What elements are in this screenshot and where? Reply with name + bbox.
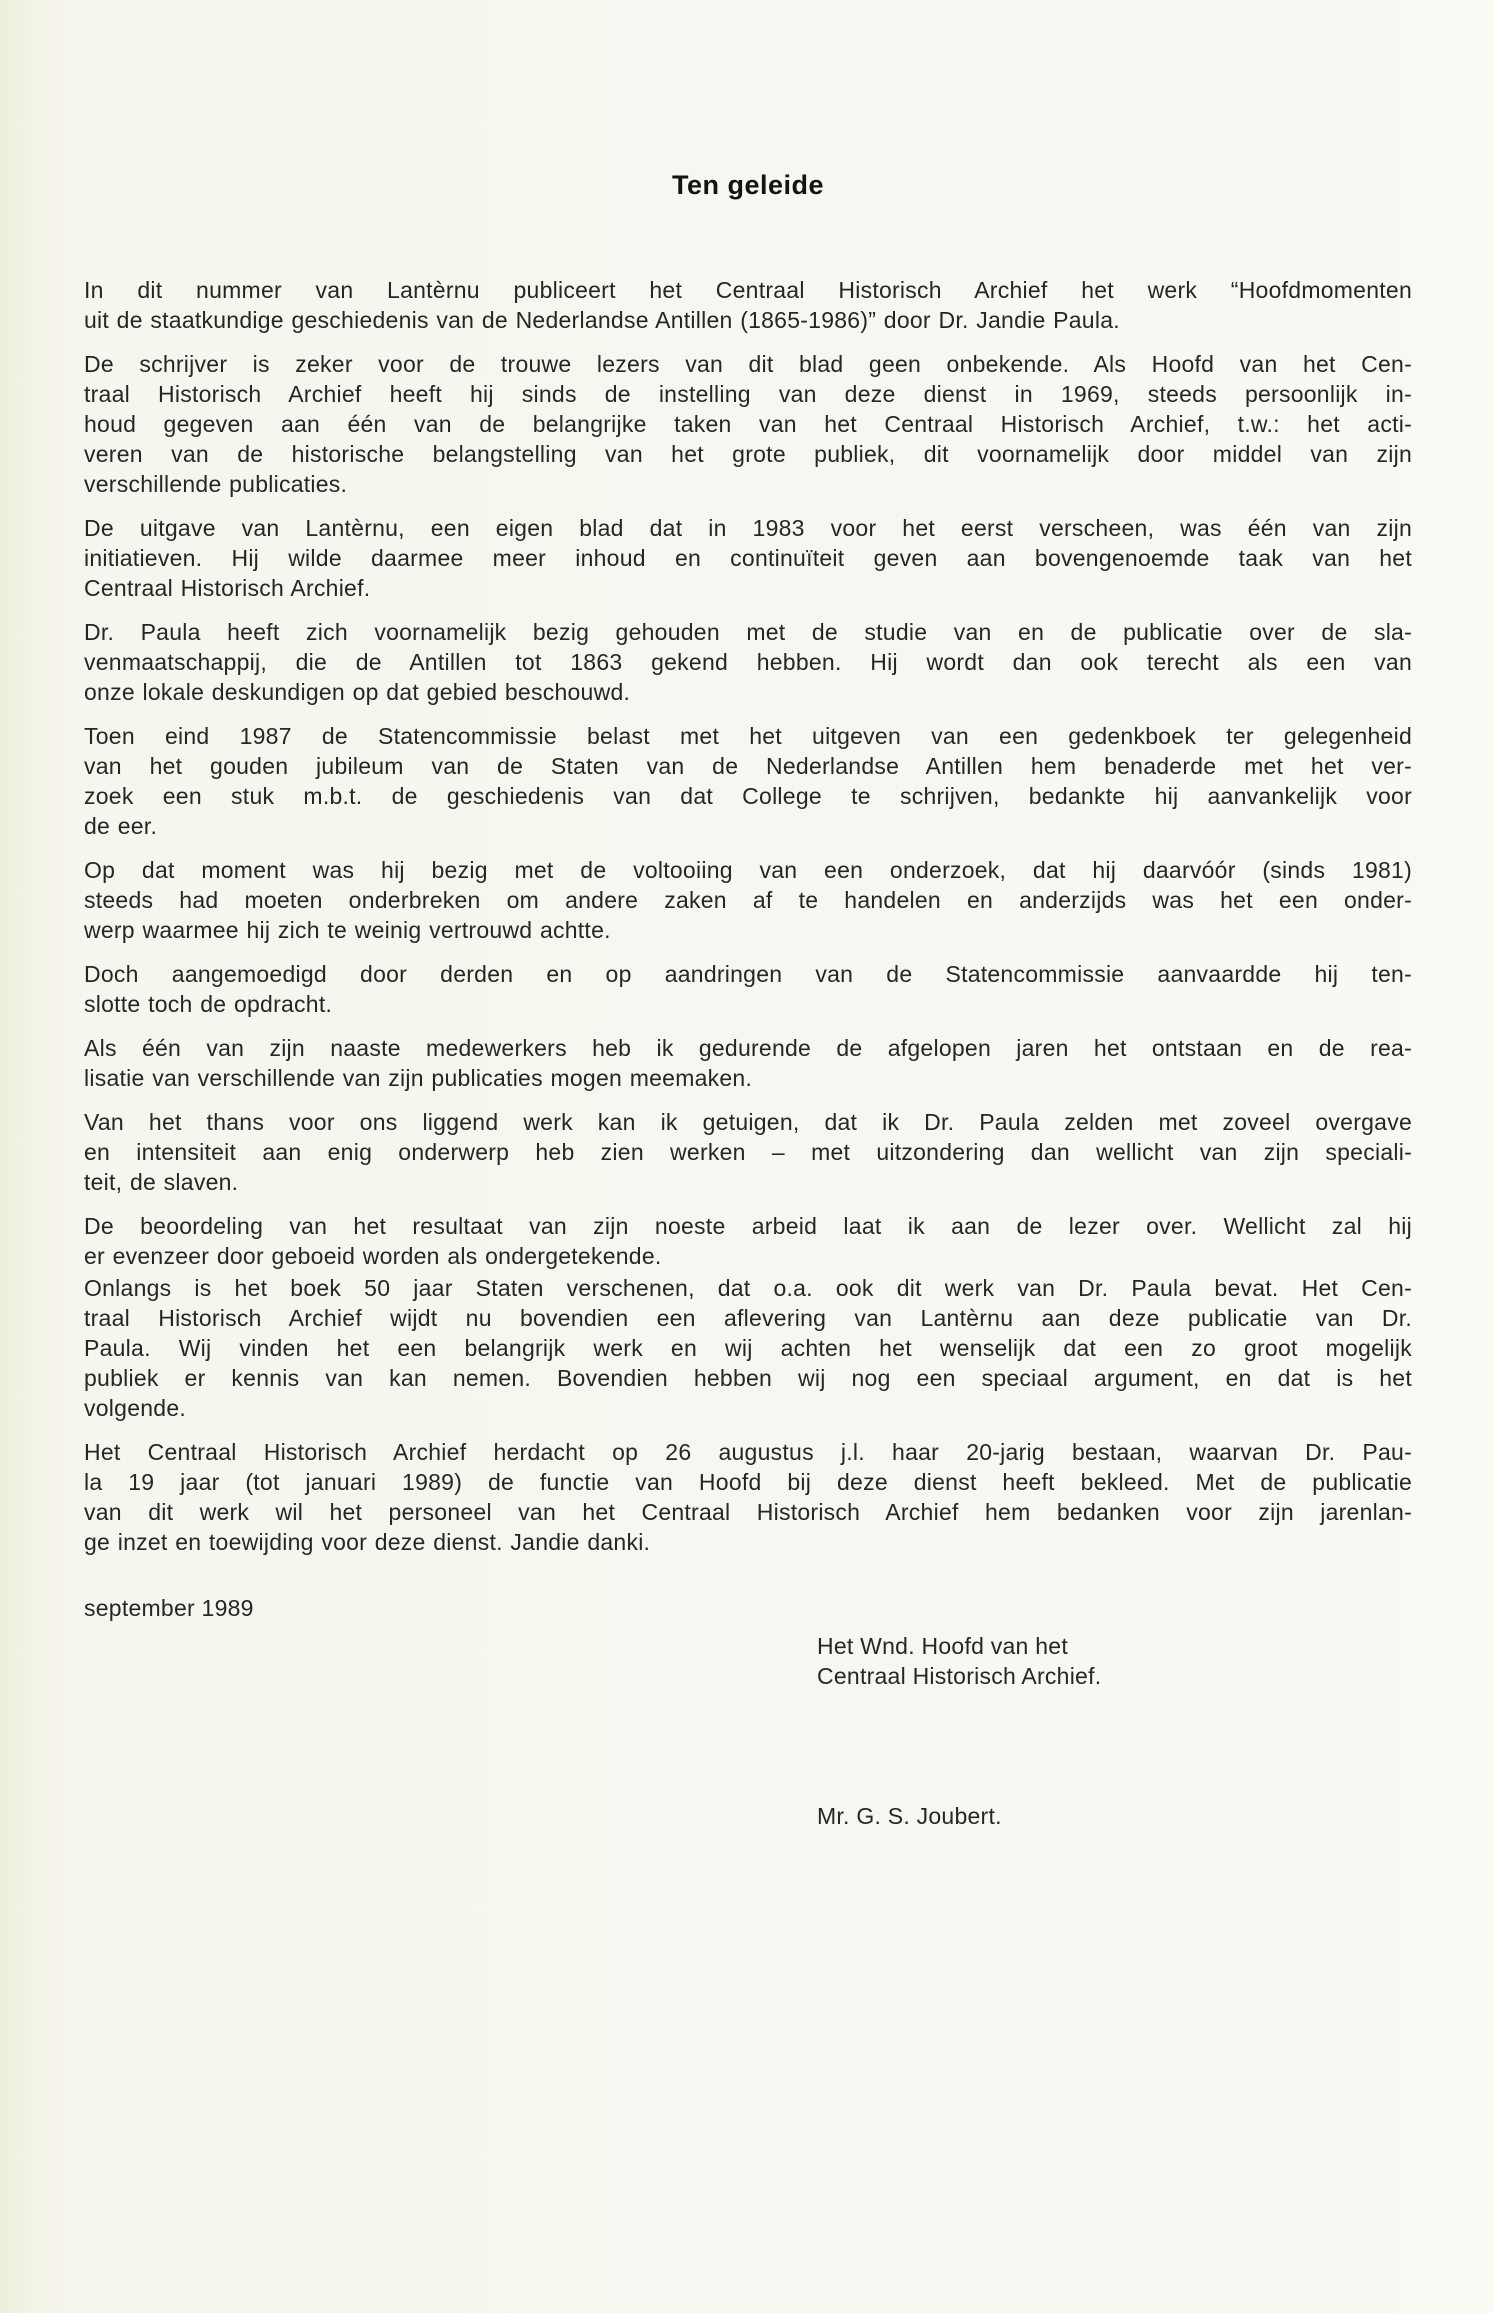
paragraph-7 xyxy=(84,959,1412,1019)
signer-name: Mr. G. S. Joubert. xyxy=(817,1803,1002,1829)
text-line: teit, de slaven. xyxy=(84,1169,239,1195)
page-title: Ten geleide xyxy=(671,170,825,200)
text-line: veren van de historische belangstelling van het grote publiek, dit voornamelijk door middel van zijn xyxy=(84,441,1412,467)
text-line: initiatieven. Hij wilde daarmee meer inhoud en continuïteit geven aan bovengenoemde taak van het xyxy=(84,545,1412,571)
text-line: Het Wnd. Hoofd van het xyxy=(817,1633,1068,1659)
text-line: de eer. xyxy=(84,813,158,839)
text-line: steeds had moeten onderbreken om andere zaken af te handelen en anderzijds was het een onder- xyxy=(84,887,1412,913)
body-text xyxy=(84,275,1412,1557)
date-line: september 1989 xyxy=(84,1595,254,1621)
text-line: verschillende publicaties. xyxy=(84,471,348,497)
text-line: De uitgave van Lantèrnu, een eigen blad dat in 1983 voor het eerst verscheen, was één van zijn xyxy=(84,515,1412,541)
paragraph-4 xyxy=(84,617,1412,707)
text-line: en intensiteit aan enig onderwerp heb zien werken – met uitzondering dan wellicht van zijn speciali- xyxy=(84,1139,1412,1165)
text-line: la 19 jaar (tot januari 1989) de functie van Hoofd bij deze dienst heeft bekleed. Met de publicatie xyxy=(84,1469,1412,1495)
text-line: Op dat moment was hij bezig met de voltooiing van een onderzoek, dat hij daarvóór (sinds 1981) xyxy=(84,857,1412,883)
text-line: Centraal Historisch Archief. xyxy=(817,1663,1102,1689)
text-line: De schrijver is zeker voor de trouwe lezers van dit blad geen onbekende. Als Hoofd van het Cen- xyxy=(84,351,1412,377)
paragraph-9 xyxy=(84,1107,1412,1197)
text-line: werp waarmee hij zich te weinig vertrouwd achtte. xyxy=(84,917,611,943)
text-line: Dr. Paula heeft zich voornamelijk bezig gehouden met de studie van en de publicatie over de sla- xyxy=(84,619,1412,645)
paragraph-8 xyxy=(84,1033,1412,1093)
signature-role xyxy=(817,1631,1412,1691)
text-line: Doch aangemoedigd door derden en op aandringen van de Statencommissie aanvaardde hij ten- xyxy=(84,961,1412,987)
text-line: Paula. Wij vinden het een belangrijk werk en wij achten het wenselijk dat een zo groot mogelijk xyxy=(84,1335,1412,1361)
paragraph-1 xyxy=(84,275,1412,335)
text-line: De beoordeling van het resultaat van zijn noeste arbeid laat ik aan de lezer over. Wellicht zal hij xyxy=(84,1213,1412,1239)
text-line: houd gegeven aan één van de belangrijke taken van het Centraal Historisch Archief, t.w.: het acti- xyxy=(84,411,1412,437)
text-line: onze lokale deskundigen op dat gebied beschouwd. xyxy=(84,679,631,705)
text-line: Onlangs is het boek 50 jaar Staten verschenen, dat o.a. ook dit werk van Dr. Paula bevat. Het Cen- xyxy=(84,1275,1412,1301)
text-line: Toen eind 1987 de Statencommissie belast met het uitgeven van een gedenkboek ter gelegenheid xyxy=(84,723,1412,749)
closing-block xyxy=(84,1593,1412,1831)
paragraph-10 xyxy=(84,1211,1412,1271)
text-line: van het gouden jubileum van de Staten van de Nederlandse Antillen hem benaderde met het ver- xyxy=(84,753,1412,779)
paragraph-11 xyxy=(84,1273,1412,1423)
text-line: Als één van zijn naaste medewerkers heb ik gedurende de afgelopen jaren het ontstaan en de rea- xyxy=(84,1035,1412,1061)
paragraph-3 xyxy=(84,513,1412,603)
text-line: Van het thans voor ons liggend werk kan ik getuigen, dat ik Dr. Paula zelden met zoveel overgave xyxy=(84,1109,1412,1135)
paragraph-2 xyxy=(84,349,1412,499)
text-line: traal Historisch Archief wijdt nu bovendien een aflevering van Lantèrnu aan deze publicatie van Dr. xyxy=(84,1305,1412,1331)
paragraph-12 xyxy=(84,1437,1412,1557)
text-line: uit de staatkundige geschiedenis van de Nederlandse Antillen (1865-1986)” door Dr. Jandie Paula. xyxy=(84,307,1120,333)
text-line: zoek een stuk m.b.t. de geschiedenis van dat College te schrijven, bedankte hij aanvankelijk voor xyxy=(84,783,1412,809)
text-line: Centraal Historisch Archief. xyxy=(84,575,371,601)
text-line: ge inzet en toewijding voor deze dienst. Jandie danki. xyxy=(84,1529,651,1555)
text-line: Het Centraal Historisch Archief herdacht op 26 augustus j.l. haar 20-jarig bestaan, waarvan Dr. Pau- xyxy=(84,1439,1412,1465)
paragraph-6 xyxy=(84,855,1412,945)
text-line: publiek er kennis van kan nemen. Bovendien hebben wij nog een speciaal argument, en dat is het xyxy=(84,1365,1412,1391)
text-line: In dit nummer van Lantèrnu publiceert het Centraal Historisch Archief het werk “Hoofdmomenten xyxy=(84,277,1412,303)
text-line: volgende. xyxy=(84,1395,186,1421)
text-line: er evenzeer door geboeid worden als ondergetekende. xyxy=(84,1243,662,1269)
text-line: traal Historisch Archief heeft hij sinds de instelling van deze dienst in 1969, steeds persoonlijk in- xyxy=(84,381,1412,407)
paragraph-5 xyxy=(84,721,1412,841)
text-line: van dit werk wil het personeel van het Centraal Historisch Archief hem bedanken voor zijn jarenlan- xyxy=(84,1499,1412,1525)
text-line: lisatie van verschillende van zijn publicaties mogen meemaken. xyxy=(84,1065,753,1091)
text-line: venmaatschappij, die de Antillen tot 1863 gekend hebben. Hij wordt dan ook terecht als een van xyxy=(84,649,1412,675)
text-line: slotte toch de opdracht. xyxy=(84,991,333,1017)
